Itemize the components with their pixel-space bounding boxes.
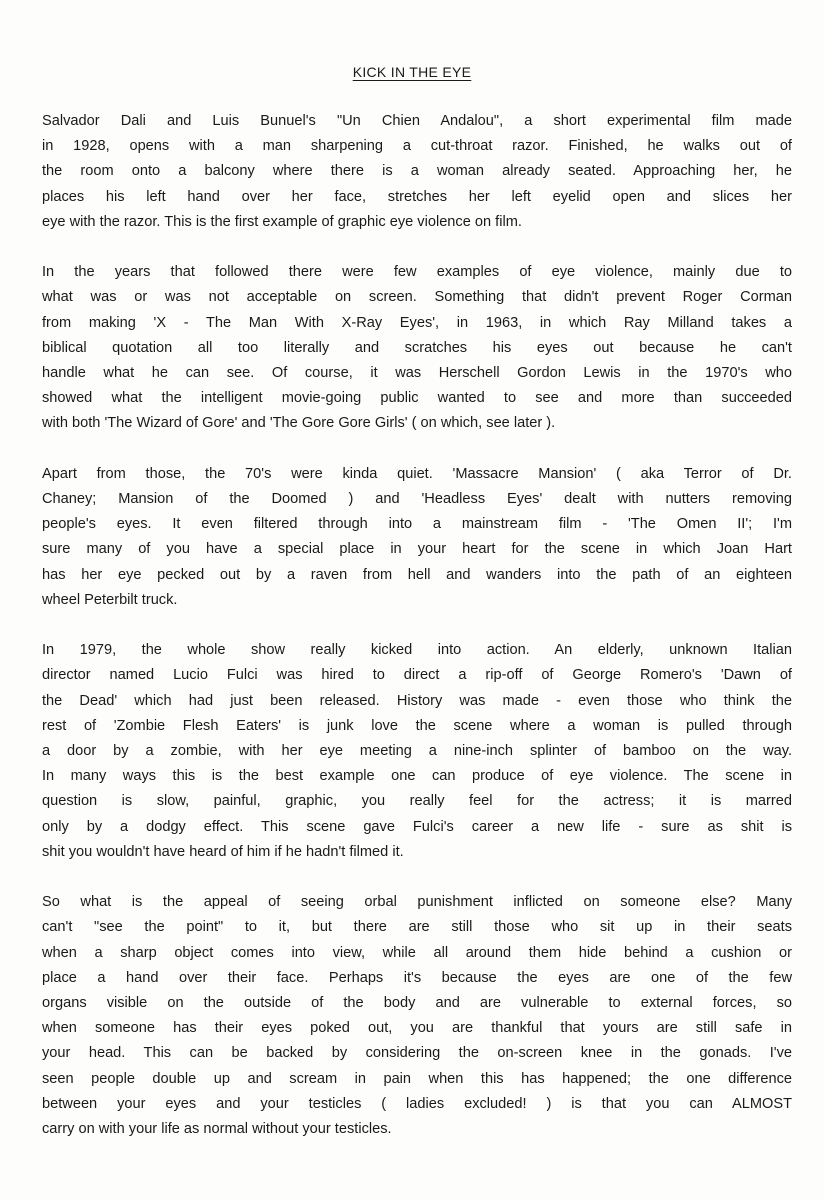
text-line: In many ways this is the best example one can produce of eye violence. The scene in [42, 768, 792, 785]
text-line: when a sharp object comes into view, while all around them hide behind a cushion or [42, 944, 792, 961]
text-line: what was or was not acceptable on screen. Something that didn't prevent Roger Corman [42, 289, 792, 306]
text-line: from making 'X - The Man With X-Ray Eyes', in 1963, in which Ray Milland takes a [42, 314, 792, 331]
text-line: places his left hand over her face, stretches her left eyelid open and slices her [42, 188, 792, 205]
paragraph [42, 260, 792, 436]
text-line: when someone has their eyes poked out, you are thankful that yours are still safe in [42, 1020, 792, 1037]
paragraph [42, 109, 792, 235]
document-body [42, 109, 792, 1167]
text-line: rest of 'Zombie Flesh Eaters' is junk love the scene where a woman is pulled through [42, 717, 792, 734]
text-line: biblical quotation all too literally and scratches his eyes out because he can't [42, 339, 792, 356]
text-line: can't "see the point" to it, but there are still those who sit up in their seats [42, 919, 792, 936]
paragraph [42, 462, 792, 613]
text-line: handle what he can see. Of course, it was Herschell Gordon Lewis in the 1970's who [42, 365, 792, 382]
text-line: the Dead' which had just been released. History was made - even those who think the [42, 692, 792, 709]
text-line: Salvador Dali and Luis Bunuel's "Un Chien Andalou", a short experimental film made [42, 113, 792, 129]
text-line: In the years that followed there were few examples of eye violence, mainly due to [42, 264, 792, 281]
text-line: a door by a zombie, with her eye meeting a nine-inch splinter of bamboo on the way. [42, 743, 792, 760]
text-line: the room onto a balcony where there is a woman already seated. Approaching her, he [42, 163, 792, 180]
text-line: sure many of you have a special place in your heart for the scene in which Joan Hart [42, 541, 792, 558]
text-line: director named Lucio Fulci was hired to direct a rip-off of George Romero's 'Dawn of [42, 667, 792, 684]
text-line: between your eyes and your testicles ( ladies excluded! ) is that you can ALMOST [42, 1095, 792, 1112]
text-line: wheel Peterbilt truck. [42, 591, 178, 608]
text-line: showed what the intelligent movie-going public wanted to see and more than succeeded [42, 390, 792, 407]
text-line: carry on with your life as normal without your testicles. [42, 1121, 392, 1138]
text-line: only by a dodgy effect. This scene gave Fulci's career a new life - sure as shit is [42, 818, 792, 835]
text-line: Apart from those, the 70's were kinda quiet. 'Massacre Mansion' ( aka Terror of Dr. [42, 465, 792, 482]
text-line: has her eye pecked out by a raven from hell and wanders into the path of an eighteen [42, 566, 792, 583]
text-line: with both 'The Wizard of Gore' and 'The Gore Gore Girls' ( on which, see later ). [42, 415, 556, 432]
text-line: seen people double up and scream in pain when this has happened; the one difference [42, 1070, 792, 1087]
text-line: shit you wouldn't have heard of him if he hadn't filmed it. [42, 843, 404, 860]
paragraph [42, 890, 792, 1142]
text-line: In 1979, the whole show really kicked into action. An elderly, unknown Italian [42, 642, 792, 659]
text-line: place a hand over their face. Perhaps it's because the eyes are one of the few [42, 969, 792, 986]
title-text: KICK IN THE EYE [352, 64, 472, 80]
text-line: in 1928, opens with a man sharpening a cut-throat razor. Finished, he walks out of [42, 138, 792, 155]
text-line: Chaney; Mansion of the Doomed ) and 'Headless Eyes' dealt with nutters removing [42, 491, 792, 508]
page-title [0, 64, 824, 80]
paragraph [42, 638, 792, 865]
text-line: your head. This can be backed by considering the on-screen knee in the gonads. I've [42, 1045, 792, 1062]
text-line: people's eyes. It even filtered through into a mainstream film - 'The Omen II'; I'm [42, 516, 792, 533]
text-line: eye with the razor. This is the first example of graphic eye violence on film. [42, 213, 522, 230]
text-line: So what is the appeal of seeing orbal punishment inflicted on someone else? Many [42, 894, 792, 911]
text-line: question is slow, painful, graphic, you really feel for the actress; it is marred [42, 793, 792, 810]
text-line: organs visible on the outside of the body and are vulnerable to external forces, so [42, 995, 792, 1012]
